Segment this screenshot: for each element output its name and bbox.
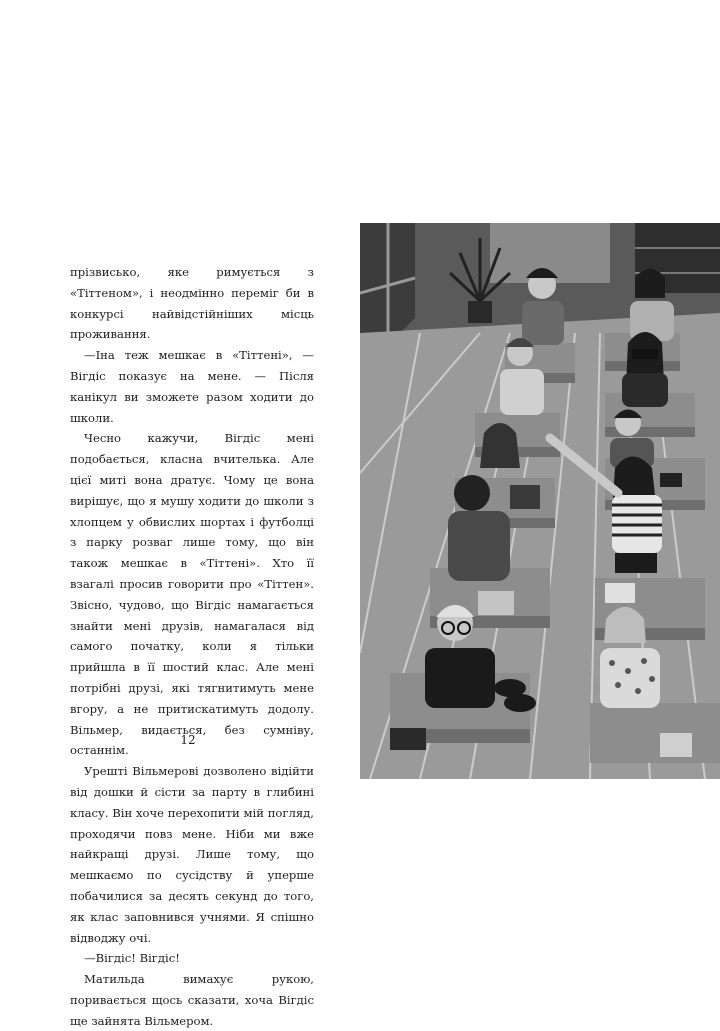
paragraph-5: —Вігдіс! Вігдіс!	[84, 951, 180, 966]
paragraph-4: Урешті Вільмерові дозволено відійти від дошки й сісти за парту в глибині класу. Він хоче перехопити мій погляд, проходячи повз мене. Ніби ми вже найкращі друзі. Лише тому, що мешкаємо по сусідству й уперше побачилися за десять секунд до того, як клас заповнився учнями. Я спішно відводжу очі.	[70, 764, 314, 945]
paragraph-1: прізвисько, яке римується з «Тіттеном», і неодмінно переміг би в конкурсі найвідстійніших місць проживання.	[70, 265, 314, 342]
paragraph-2: —Іна теж мешкає в «Тіттені», — Вігдіс показує на мене. — Після канікул ви зможете разом ходити до школи.	[70, 348, 314, 425]
paragraph-3: Чесно кажучи, Вігдіс мені подобається, класна вчителька. Але цієї миті вона дратує. Чому це вона вирішує, що я мушу ходити до школи з хлопцем у обвислих шортах і футболці з парку розваг лише тому, що він також мешкає в «Тіттені». Хто її взагалі просив говорити про «Тіттен». Звісно, чудово, що Вігдіс намагається знайти мені друзів, намагалася від самого початку, коли я тільки прийшла в її шостий клас. Але мені потрібні друзі, які тягнитимуть мене вгору, а не притискатимуть додолу. Вільмер, видається, без сумніву, останнім.	[70, 431, 314, 758]
page-number: 12	[180, 733, 196, 747]
paragraph-6: Матильда вимахує рукою, поривається щось сказати, хоча Вігдіс ще зайнята Вільмером.	[70, 972, 314, 1028]
classroom-illustration	[360, 223, 720, 779]
text-column	[70, 262, 314, 1031]
